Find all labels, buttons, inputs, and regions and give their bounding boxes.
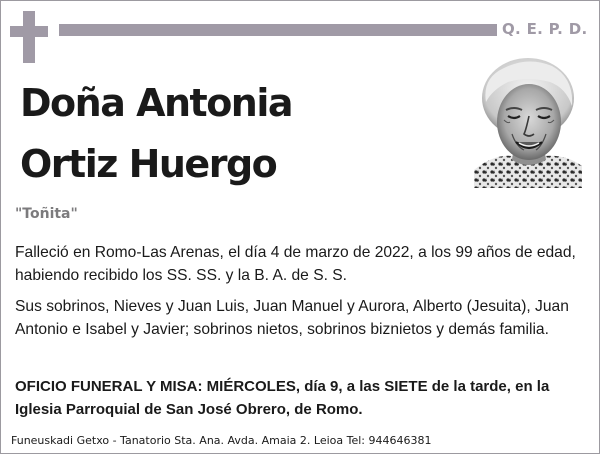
cross-vertical-bar — [23, 11, 35, 63]
portrait-photo — [474, 58, 582, 188]
deceased-name-line1: Doña Antonia — [20, 81, 293, 125]
family-text: Sus sobrinos, Nieves y Juan Luis, Juan Manuel y Aurora, Alberto (Jesuita), Juan Antonio e Isabel y Javier; sobrinos nietos, sobrinos biznietos y demás familia. — [15, 298, 569, 338]
funeral-home-footer: Funeuskadi Getxo - Tanatorio Sta. Ana. Avda. Amaia 2. Leioa Tel: 944646381 — [11, 434, 432, 447]
header-divider-bar — [59, 24, 497, 36]
cross-horizontal-bar — [10, 26, 48, 37]
qepd-label: Q. E. P. D. — [502, 20, 588, 38]
latin-cross-icon — [10, 11, 48, 63]
deceased-nickname: "Toñita" — [15, 206, 78, 222]
death-notice-text: Falleció en Romo-Las Arenas, el día 4 de marzo de 2022, a los 99 años de edad, habiendo recibido los SS. SS. y la B. A. de S. S. — [15, 244, 576, 284]
deceased-name-line2: Ortiz Huergo — [20, 142, 277, 186]
funeral-service-text: OFICIO FUNERAL Y MISA: MIÉRCOLES, día 9, a las SIETE de la tarde, en la Iglesia Parroquial de San José Obrero, de Romo. — [15, 378, 550, 418]
